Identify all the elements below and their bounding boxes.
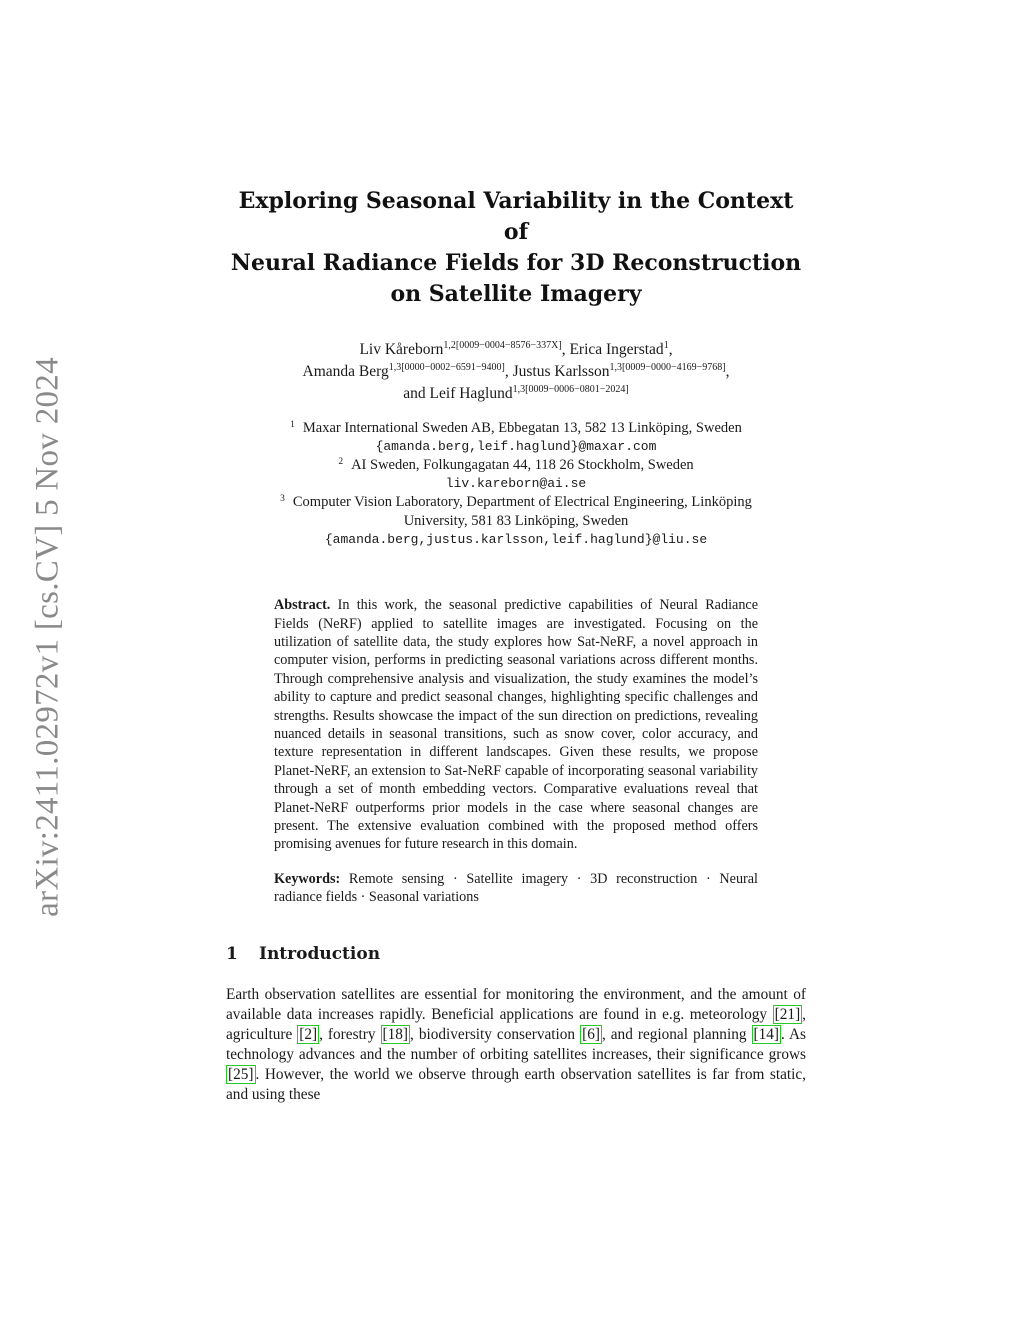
affiliation-number: 3: [280, 494, 285, 505]
citation-link[interactable]: [297, 1025, 319, 1044]
abstract-text: In this work, the seasonal predictive capabilities of Neural Radiance Fields (NeRF) applied to satellite images are investigated. Focusing on the utilization of satellite data, the study explores how Sat-NeRF, a novel approach in computer vision, performs in predicting seasonal variations across different months. Through comprehensive analysis and visualization, the study examines the model’s ability to capture and predict seasonal changes, highlighting specific challenges and strengths. Results showcase the impact of the sun direction on predictions, revealing nuanced details in seasonal transitions, such as snow cover, color accuracy, and texture representation in different landscapes. Given these results, we propose Planet-NeRF, an extension to Sat-NeRF capable of incorporating seasonal variability through a set of month embedding vectors. Comparative evaluations reveal that Planet-NeRF outperforms prior models in the case where seasonal changes are present. The extensive evaluation combined with the proposed method offers promising avenues for future research in this domain.: [274, 597, 759, 853]
affiliation-address: AI Sweden, Folkungagatan 44, 118 26 Stockholm, Sweden: [351, 457, 694, 474]
affiliation-3: [226, 493, 806, 512]
citation-text: [14]: [753, 1025, 780, 1043]
author-name: Erica Ingerstad: [569, 341, 664, 358]
citation-text: [25]: [228, 1066, 254, 1084]
author-affiliation-orcid: 1,3[0009−0000−4169−9768]: [609, 362, 726, 373]
author-name: Liv Kåreborn: [359, 341, 444, 358]
affiliation-number: 2: [338, 457, 344, 468]
author-name: Justus Karlsson: [512, 363, 610, 380]
body-text: Earth observation satellites are essential for monitoring the environment, and the amount of available data increases rapidly. Beneficial applications are found in e.g. meteorology: [226, 985, 806, 1023]
affiliation-email[interactable]: liv.kareborn@ai.se: [445, 475, 587, 491]
title-line-2: Neural Radiance Fields for 3D Reconstruction: [230, 250, 802, 276]
citation-link[interactable]: [226, 1065, 256, 1084]
author-affiliation-orcid: 1,3[0009−0006−0801−2024]: [512, 384, 629, 395]
citation-link[interactable]: [580, 1025, 602, 1044]
section-number: 1: [226, 943, 238, 964]
keywords-label: Keywords:: [274, 870, 341, 887]
section-heading-introduction: [226, 943, 806, 965]
citation-link[interactable]: [773, 1005, 803, 1024]
affiliation-list: [226, 419, 806, 549]
affiliation-address: Maxar International Sweden AB, Ebbegatan 13, 582 13 Linköping, Sweden: [302, 420, 742, 436]
affiliation-email[interactable]: {amanda.berg,leif.haglund}@maxar.com: [375, 438, 657, 454]
affiliation-2: [226, 456, 806, 475]
keywords: [274, 870, 758, 907]
author-affiliation-orcid: 1,3[0000−0002−6591−9400]: [388, 362, 505, 373]
arxiv-identifier: arXiv:2411.02972v1 [cs.CV] 5 Nov 2024: [29, 357, 66, 917]
body-text: , agriculture: [226, 1005, 806, 1043]
affiliation-email[interactable]: {amanda.berg,justus.karlsson,leif.haglund}@liu.se: [324, 531, 708, 547]
affiliation-number: 1: [290, 420, 295, 430]
paper-first-page: [226, 186, 806, 1105]
citation-text: [2]: [299, 1025, 318, 1043]
abstract-label: Abstract.: [274, 597, 331, 614]
keywords-text: Remote sensing · Satellite imagery · 3D reconstruction · Neural radiance fields · Seasonal variations: [274, 870, 758, 906]
author-list: Liv Kåreborn$^{1,2[0009-0004-8576-337X]}$, Erica Ingerstad$^1$, Amanda Berg$^{1,3[0000-0002-6591-9400]}$, Justus Karlsson$^{1,3[0009-0000-4169-9768]}$, and Leif Haglund$^{1,3[0009-0006-0801-2024]}$: [302, 340, 730, 402]
arxiv-identifier-margin: [18, 342, 78, 932]
body-text: , and regional planning: [601, 1025, 752, 1043]
abstract: [274, 596, 758, 854]
citation-text: [18]: [382, 1025, 409, 1043]
affiliation-address: Computer Vision Laboratory, Department of Electrical Engineering, Linköping: [292, 494, 752, 511]
affiliation-1: [226, 419, 806, 438]
author-name: Amanda Berg: [302, 363, 389, 380]
title-line-1: Exploring Seasonal Variability in the Context of: [238, 188, 794, 245]
section-title: Introduction: [259, 943, 381, 964]
body-text: , biodiversity conservation: [410, 1025, 581, 1043]
introduction-paragraph: [226, 985, 806, 1106]
affiliation-address-continued: University, 581 83 Linköping, Sweden: [403, 512, 629, 529]
citation-link[interactable]: [752, 1025, 782, 1044]
body-text: , forestry: [319, 1025, 381, 1043]
body-text: . As technology advances and the number of orbiting satellites increases, their significance grows: [226, 1025, 806, 1063]
author-affiliation: 1: [663, 340, 669, 351]
author-affiliation-orcid: 1,2[0009−0004−8576−337X]: [443, 340, 562, 351]
paper-title: [226, 186, 806, 310]
citation-link[interactable]: [381, 1025, 411, 1044]
author-name: and Leif Haglund: [403, 385, 513, 402]
citation-text: [21]: [774, 1005, 801, 1023]
title-line-3: on Satellite Imagery: [390, 281, 642, 307]
citation-text: [6]: [582, 1025, 600, 1043]
body-text: . However, the world we observe through earth observation satellites is far from static, and using these: [226, 1066, 806, 1104]
